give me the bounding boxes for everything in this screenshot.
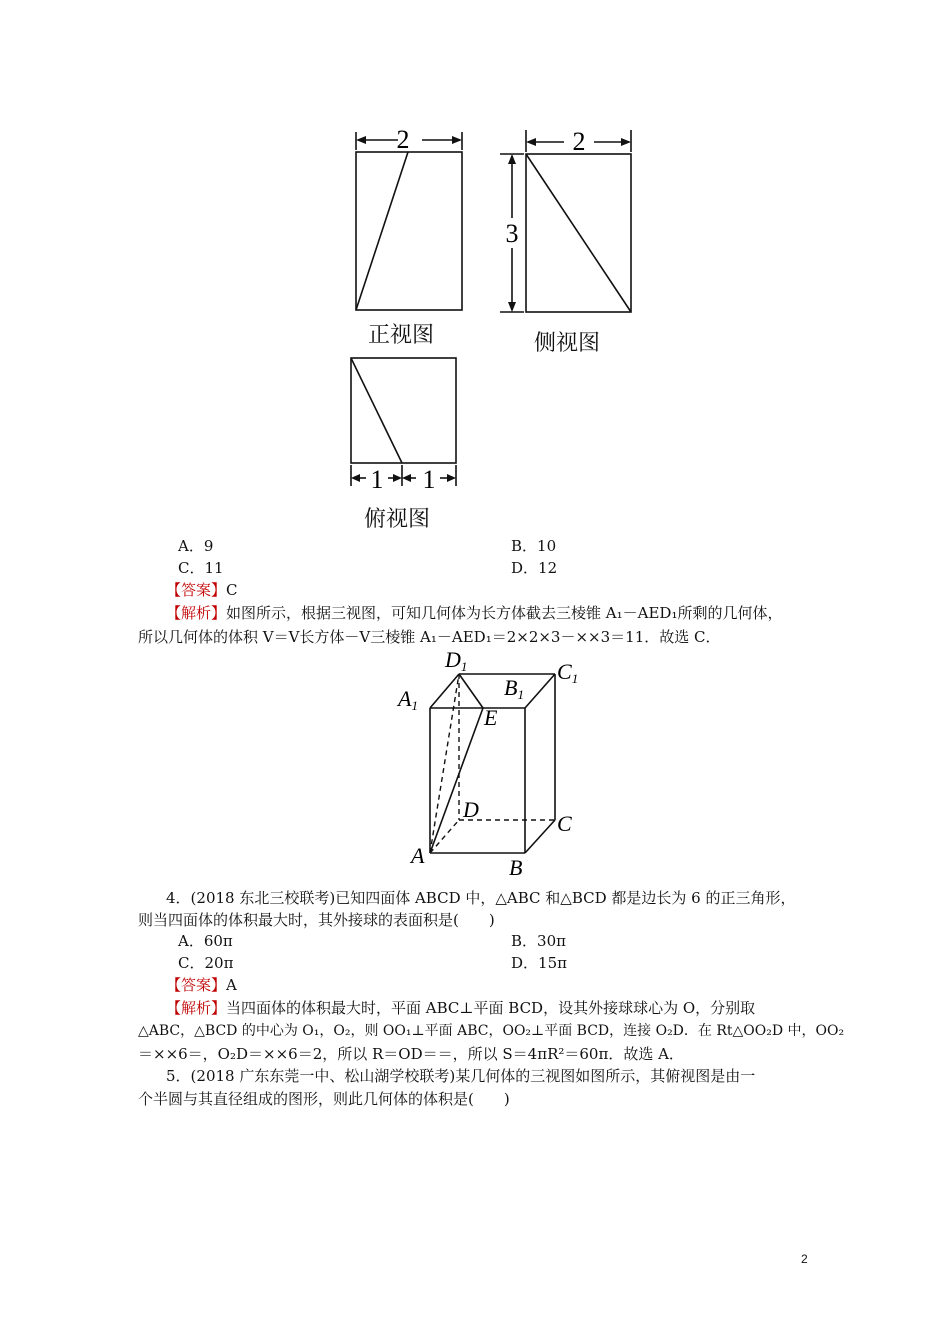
front-view-figure — [340, 120, 480, 350]
label-E: E — [484, 705, 498, 730]
q3-option-a: A．9 — [178, 537, 214, 555]
label-D1: D1 — [445, 647, 468, 674]
side-view-width: 2 — [572, 127, 586, 156]
q4-analysis-line1 — [166, 998, 755, 1018]
side-view-figure — [496, 120, 646, 330]
label-A1: A1 — [398, 686, 418, 713]
q4-stem-line1: 4．(2018 东北三校联考)已知四面体 ABCD 中，△ABC 和△BCD 都是边长为 6 的正三角形， — [166, 889, 796, 907]
q3-analysis-text1: 如图所示，根据三视图，可知几何体为长方体截去三棱锥 A₁－AED₁所剩的几何体， — [226, 604, 783, 622]
q4-option-c: C．20π — [178, 954, 234, 972]
q4-answer-value: A — [226, 976, 237, 994]
side-view-label: 侧视图 — [534, 331, 601, 356]
label-C: C — [557, 811, 572, 836]
label-B: B — [509, 855, 523, 880]
q4-analysis-line3: ＝××6＝，O₂D＝××6＝2，所以 R＝OD＝＝，所以 S＝4πR²＝60π．故选 A． — [138, 1045, 684, 1063]
top-view-left-width: 1 — [370, 465, 384, 494]
label-C1: C1 — [557, 659, 579, 686]
q3-analysis-line2: 所以几何体的体积 V＝V长方体－V三棱锥 A₁－AED₁＝2×2×3－××3＝11．故选 C． — [138, 628, 721, 646]
q3-answer — [166, 580, 238, 600]
q4-option-a: A．60π — [178, 932, 233, 950]
q3-option-d: D．12 — [511, 559, 558, 577]
page-number: 2 — [801, 1252, 808, 1266]
q3-answer-value: C — [226, 581, 238, 599]
label-D: D — [463, 797, 479, 822]
q4-answer-tag: 【答案】 — [166, 976, 227, 994]
q4-analysis-tag: 【解析】 — [166, 999, 227, 1017]
q3-option-b: B．10 — [511, 537, 557, 555]
q3-answer-tag: 【答案】 — [166, 581, 227, 599]
q4-option-d: D．15π — [511, 954, 567, 972]
q3-analysis-tag: 【解析】 — [166, 604, 227, 622]
q4-answer — [166, 975, 237, 995]
front-view-label: 正视图 — [368, 323, 435, 348]
q4-analysis-line2: △ABC，△BCD 的中心为 O₁，O₂，则 OO₁⊥平面 ABC，OO₂⊥平面 BCD，连接 O₂D．在 Rt△OO₂D 中，OO₂ — [138, 1023, 845, 1039]
top-view-right-width: 1 — [422, 465, 436, 494]
q3-option-c: C．11 — [178, 559, 224, 577]
q4-analysis-text1: 当四面体的体积最大时，平面 ABC⊥平面 BCD，设其外接球球心为 O，分别取 — [226, 999, 756, 1017]
q4-option-b: B．30π — [511, 932, 566, 950]
q5-stem-line1: 5．(2018 广东东莞一中、松山湖学校联考)某几何体的三视图如图所示，其俯视图是由一 — [166, 1067, 756, 1085]
solid-figure — [395, 645, 595, 880]
q4-stem-line2: 则当四面体的体积最大时，其外接球的表面积是( ) — [138, 911, 495, 929]
label-B1: B1 — [504, 675, 524, 702]
q5-stem-line2: 个半圆与其直径组成的图形，则此几何体的体积是( ) — [138, 1090, 510, 1108]
top-view-label: 俯视图 — [364, 507, 431, 532]
top-view-figure — [340, 350, 470, 500]
front-view-width: 2 — [396, 125, 410, 154]
side-view-height: 3 — [505, 219, 519, 248]
label-A: A — [411, 843, 425, 868]
q3-analysis-line1 — [166, 603, 782, 623]
